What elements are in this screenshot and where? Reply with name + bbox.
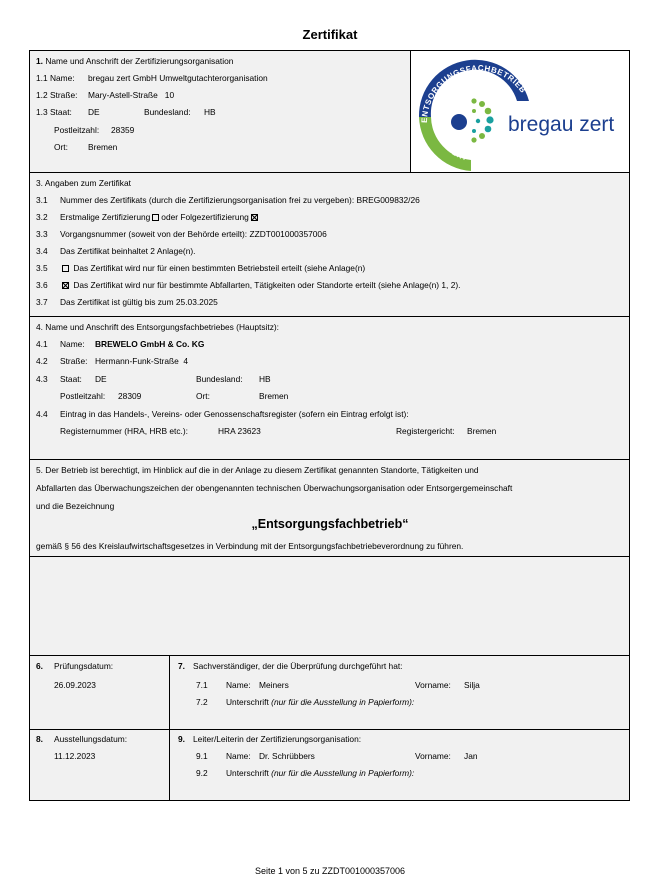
s1-name: bregau zert GmbH Umweltgutachterorganisation bbox=[88, 73, 268, 83]
follow-up-certification-checkbox bbox=[251, 214, 258, 221]
s9-name: Dr. Schrübbers bbox=[259, 751, 315, 761]
page-footer: Seite 1 von 5 zu ZZDT001000357006 bbox=[254, 866, 406, 876]
s4-n42: 4.2 bbox=[36, 356, 48, 366]
s3-n33: 3.3 bbox=[36, 229, 48, 239]
logo-brand-text: bregau zert bbox=[508, 113, 615, 136]
s9-num: 9. bbox=[178, 734, 185, 744]
s5-line1: 5. Der Betrieb ist berechtigt, im Hinblick auf die in der Anlage zu diesem Zertifikat genannten Standorte, Tätigkeiten und bbox=[36, 465, 479, 475]
s7-n71: 7.1 bbox=[196, 680, 208, 690]
s4-name: BREWELO GmbH & Co. KG bbox=[95, 339, 205, 349]
section-3-box bbox=[29, 172, 630, 317]
s1-name-label: 1.1 Name: bbox=[36, 73, 75, 83]
s7-num: 7. bbox=[178, 661, 185, 671]
empty-box bbox=[29, 556, 630, 656]
logo-arc-bottom-text: ZERTIFIZIERT bbox=[430, 118, 469, 163]
s4-n44: 4.4 bbox=[36, 409, 48, 419]
s4-name-label: Name: bbox=[60, 339, 85, 349]
logo-box bbox=[410, 50, 630, 173]
s3-t34: Das Zertifikat beinhaltet 2 Anlage(n). bbox=[60, 246, 196, 256]
document-title: Zertifikat bbox=[302, 27, 358, 42]
s4-t44: Eintrag in das Handels-, Vereins- oder Genossenschaftsregister (sofern ein Eintrag erfolgt ist): bbox=[60, 409, 409, 419]
s9-signature: Unterschrift (nur für die Ausstellung in Papierform): bbox=[226, 768, 415, 778]
s3-t31: Nummer des Zertifikats (durch die Zertifizierungsorganisation frei zu vergeben): BREG009832/26 bbox=[60, 195, 420, 205]
s7-name: Meiners bbox=[259, 680, 289, 690]
s4-n41: 4.1 bbox=[36, 339, 48, 349]
s1-zip: 28359 bbox=[111, 125, 135, 135]
s7-signature: Unterschrift (nur für die Ausstellung in Papierform): bbox=[226, 697, 415, 707]
s9-heading: Leiter/Leiterin der Zertifizierungsorganisation: bbox=[193, 734, 362, 744]
s1-state-label: 1.3 Staat: bbox=[36, 107, 72, 117]
s9-n92: 9.2 bbox=[196, 768, 208, 778]
s1-state: DE bbox=[88, 107, 100, 117]
s3-t33: Vorgangsnummer (soweit von der Behörde erteilt): ZZDT001000357006 bbox=[60, 229, 327, 239]
s3-n37: 3.7 bbox=[36, 297, 48, 307]
s3-heading: 3. Angaben zum Zertifikat bbox=[36, 178, 131, 188]
s4-n43: 4.3 bbox=[36, 374, 48, 384]
s5-line4: gemäß § 56 des Kreislaufwirtschaftsgesetzes in Verbindung mit der Entsorgungsfachbetriebeverordnung zu führen. bbox=[36, 541, 464, 551]
s4-city: Bremen bbox=[259, 391, 289, 401]
s6-label: Prüfungsdatum: bbox=[54, 661, 114, 671]
s7-n72: 7.2 bbox=[196, 697, 208, 707]
s4-zip-label: Postleitzahl: bbox=[60, 391, 106, 401]
s3-n34: 3.4 bbox=[36, 246, 48, 256]
s1-street-label: 1.2 Straße: bbox=[36, 90, 78, 100]
waste-types-checkbox bbox=[62, 282, 69, 289]
s4-land-label: Bundesland: bbox=[196, 374, 243, 384]
s4-state: DE bbox=[95, 374, 107, 384]
s3-n35: 3.5 bbox=[36, 263, 48, 273]
s9-first-label: Vorname: bbox=[415, 751, 451, 761]
s3-n32: 3.2 bbox=[36, 212, 48, 222]
s7-name-label: Name: bbox=[226, 680, 251, 690]
first-certification-label: Erstmalige Zertifizierung bbox=[60, 212, 151, 222]
s4-reg: HRA 23623 bbox=[218, 426, 261, 436]
s4-street-label: Straße: bbox=[60, 356, 88, 366]
s9-n91: 9.1 bbox=[196, 751, 208, 761]
logo-center-dot bbox=[451, 114, 467, 130]
s4-heading: 4. Name und Anschrift des Entsorgungsfachbetriebes (Hauptsitz): bbox=[36, 322, 280, 332]
s4-state-label: Staat: bbox=[60, 374, 82, 384]
s3-n36: 3.6 bbox=[36, 280, 48, 290]
s8-num: 8. bbox=[36, 734, 43, 744]
s7-first: Silja bbox=[464, 680, 480, 690]
s1-land-label: Bundesland: bbox=[144, 107, 191, 117]
s7-first-label: Vorname: bbox=[415, 680, 451, 690]
s4-land: HB bbox=[259, 374, 271, 384]
s7-heading: Sachverständiger, der die Überprüfung durchgeführt hat: bbox=[193, 661, 403, 671]
s1-city: Bremen bbox=[88, 142, 118, 152]
s1-city-label: Ort: bbox=[54, 142, 68, 152]
s9-first: Jan bbox=[464, 751, 478, 761]
s5-line3: und die Bezeichnung bbox=[36, 501, 115, 511]
s1-zip-label: Postleitzahl: bbox=[54, 125, 100, 135]
s1-land: HB bbox=[204, 107, 216, 117]
s1-heading: 1. Name und Anschrift der Zertifizierungsorganisation bbox=[36, 56, 234, 66]
s1-street: Mary-Astell-Straße 10 bbox=[88, 90, 175, 100]
s6-date: 26.09.2023 bbox=[54, 680, 96, 690]
s4-reg-label: Registernummer (HRA, HRB etc.): bbox=[60, 426, 188, 436]
s3-t35: Das Zertifikat wird nur für einen bestimmten Betriebsteil erteilt (siehe Anlage(n) bbox=[60, 263, 365, 273]
s5-designation: „Entsorgungsfachbetrieb“ bbox=[251, 517, 409, 531]
first-certification-checkbox bbox=[152, 214, 159, 221]
s4-court: Bremen bbox=[467, 426, 497, 436]
s4-city-label: Ort: bbox=[196, 391, 210, 401]
s4-court-label: Registergericht: bbox=[396, 426, 455, 436]
s8-label: Ausstellungsdatum: bbox=[54, 734, 128, 744]
s3-t37: Das Zertifikat ist gültig bis zum 25.03.2025 bbox=[60, 297, 218, 307]
section-4-box bbox=[29, 316, 630, 460]
entsorgungsfachbetrieb-logo bbox=[411, 51, 629, 172]
follow-up-certification-label: oder Folgezertifizierung bbox=[161, 212, 249, 222]
s5-line2: Abfallarten das Überwachungszeichen der obengenannten technischen Überwachungsorganisation oder Entsorgergemeinschaft bbox=[36, 483, 513, 493]
s6-num: 6. bbox=[36, 661, 43, 671]
business-unit-checkbox bbox=[62, 265, 69, 272]
s4-street: Hermann-Funk-Straße 4 bbox=[95, 356, 189, 366]
s4-zip: 28309 bbox=[118, 391, 142, 401]
logo-arc-top-text: ENTSORGUNGSFACHBETRIEB bbox=[419, 63, 528, 124]
s3-t32 bbox=[60, 212, 260, 222]
s9-name-label: Name: bbox=[226, 751, 251, 761]
s3-n31: 3.1 bbox=[36, 195, 48, 205]
s8-date: 11.12.2023 bbox=[54, 751, 96, 761]
s3-t36: Das Zertifikat wird nur für bestimmte Abfallarten, Tätigkeiten oder Standorte erteilt (siehe Anlage(n) 1, 2). bbox=[60, 280, 460, 290]
